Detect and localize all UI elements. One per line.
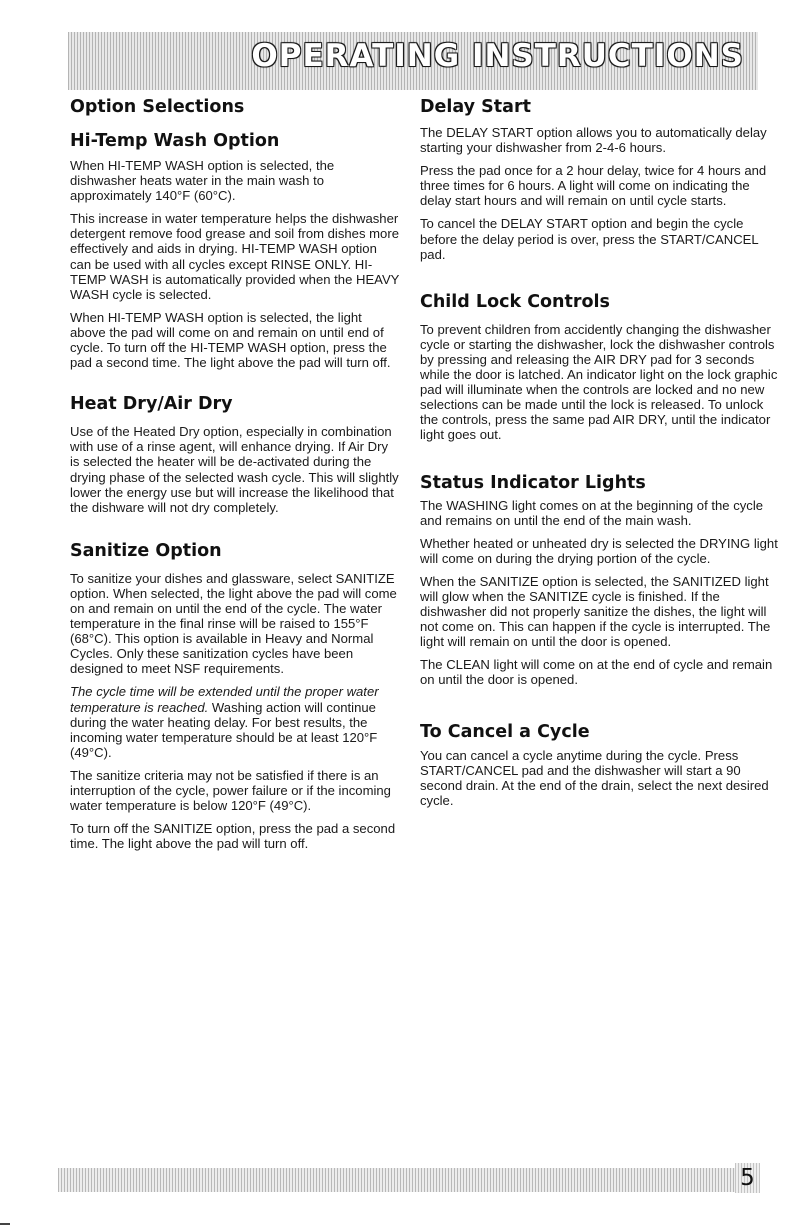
sanitize-paragraph-1: To sanitize your dishes and glassware, select SANITIZE option. When selected, the light above the pad will come on and remain on until the end of the cycle. The water temperature in the final rinse will be raised to 155°F (68°C). This option is available in Heavy and Normal Cycles. Only these sanitization cycles have been designed to meet NSF requirements. (70, 570, 397, 677)
sanitize-paragraph-4: To turn off the SANITIZE option, press the pad a second time. The light above the pad will turn off. (70, 821, 396, 852)
child-lock-paragraph-1: To prevent children from accidently changing the dishwasher cycle or starting the dishwasher, lock the dishwasher controls by pressing and releasing the AIR DRY pad for 3 seconds while the door is latched. An indicator light on the lock graphic pad will illuminate when the controls are locked and no new selections can be made until the lock is released. To unlock the controls, press the same pad AIR DRY, until the indicator light goes out. (420, 321, 778, 443)
sanitize-section (70, 541, 400, 852)
hi-temp-paragraph-2: This increase in water temperature helps the dishwasher detergent remove food grease and soil from dishes more effectively and aids in drying. HI-TEMP WASH option can be used with all cycles except RINSE ONLY. HI-TEMP WASH is automatically provided when the HEAVY WASH cycle is selected. (70, 211, 400, 302)
sanitize-paragraph-2 (70, 684, 400, 759)
right-column (420, 97, 780, 816)
delay-start-paragraph-3: To cancel the DELAY START option and begin the cycle before the delay period is over, press the START/CANCEL pad. (420, 216, 759, 262)
page-title: OPERATING INSTRUCTIONS (251, 38, 744, 74)
header-banner (68, 32, 758, 90)
cancel-cycle-heading: To Cancel a Cycle (420, 721, 590, 742)
hi-temp-wash-section (70, 131, 400, 370)
status-lights-paragraph-2: Whether heated or unheated dry is selected the DRYING light will come on during the drying portion of the cycle. (420, 535, 778, 566)
delay-start-paragraph-1: The DELAY START option allows you to automatically delay starting your dishwasher from 2-4-6 hours. (420, 125, 767, 156)
footer-bar (58, 1168, 735, 1192)
sanitize-italic-note: The cycle time will be extended until the proper water temperature is reached. (70, 684, 379, 715)
hi-temp-wash-heading: Hi-Temp Wash Option (70, 131, 280, 151)
sanitize-paragraph-2-rest: Washing action will continue during the water heating delay. For best results, the incoming water temperature should be at least 120°F (49°C). (70, 699, 378, 760)
sanitize-paragraph-3: The sanitize criteria may not be satisfied if there is an interruption of the cycle, power failure or if the incoming water temperature is below 120°F (49°C). (70, 767, 391, 814)
status-lights-paragraph-1: The WASHING light comes on at the beginning of the cycle and remains on until the end of the main wash. (420, 497, 764, 528)
hi-temp-paragraph-1: When HI-TEMP WASH option is selected, the dishwasher heats water in the main wash to approximately 140°F (60°C). (70, 158, 335, 204)
heat-dry-paragraph-1: Use of the Heated Dry option, especially in combination with use of a rinse agent, will enhance drying. If Air Dry is selected the heater will be de-activated during the drying phase of the selected wash cycle. This will slightly lower the energy use but will increase the likelihood that the dishware will not dry completely. (70, 424, 399, 515)
left-column (70, 97, 400, 859)
status-lights-paragraph-3: When the SANITIZE option is selected, the SANITIZED light will glow when the SANITIZE cycle is finished. If the dishwasher did not properly sanitize the dishes, the light will not come on. This can happen if the cycle is interrupted. The light will remain on until the door is opened. (420, 573, 771, 650)
status-lights-section (420, 473, 780, 688)
cancel-cycle-section (420, 722, 780, 808)
delay-start-section (420, 97, 780, 262)
status-lights-paragraph-4: The CLEAN light will come on at the end of cycle and remain on until the door is opened. (420, 657, 773, 688)
child-lock-heading: Child Lock Controls (420, 291, 610, 312)
hi-temp-paragraph-3: When HI-TEMP WASH option is selected, the light above the pad will come on and remain on until end of cycle. To turn off the HI-TEMP WASH option, press the pad a second time. The light above the pad will turn off. (70, 309, 391, 371)
cancel-cycle-paragraph-1: You can cancel a cycle anytime during the cycle. Press START/CANCEL pad and the dishwasher will start a 90 second drain. At the end of the drain, select the next desired cycle. (420, 747, 769, 808)
delay-start-paragraph-2: Press the pad once for a 2 hour delay, twice for 4 hours and three times for 6 hours. A light will come on indicating the delay start hours and will remain on until cycle starts. (420, 163, 767, 209)
status-lights-heading: Status Indicator Lights (420, 472, 646, 493)
heat-dry-section (70, 394, 400, 515)
heat-dry-heading: Heat Dry/Air Dry (70, 394, 233, 415)
page-number: 5 (735, 1163, 760, 1193)
section-title-option-selections: Option Selections (70, 97, 245, 117)
delay-start-heading: Delay Start (420, 97, 531, 117)
sanitize-heading: Sanitize Option (70, 540, 222, 561)
child-lock-section (420, 292, 780, 443)
